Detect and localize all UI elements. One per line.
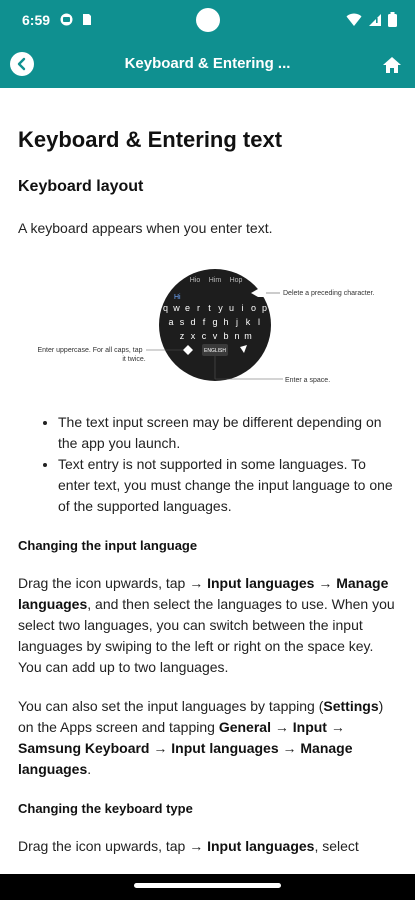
- key-d: d: [190, 317, 196, 327]
- key-l: l: [258, 317, 260, 327]
- key-n: n: [234, 331, 240, 341]
- key-p: p: [261, 303, 268, 313]
- key-q: q: [162, 303, 169, 313]
- intro-text: A keyboard appears when you enter text.: [18, 220, 273, 236]
- space-key-label: ENGLISH: [204, 348, 226, 354]
- battery-icon: [388, 12, 397, 27]
- key-s: s: [179, 317, 185, 327]
- key-e: e: [184, 303, 191, 313]
- key-u: u: [228, 303, 235, 313]
- wifi-icon: [346, 13, 362, 27]
- notification-app-icon: [60, 13, 73, 26]
- key-x: x: [190, 331, 196, 341]
- key-r: r: [197, 303, 200, 313]
- key-w: w: [173, 303, 180, 313]
- help-content[interactable]: [0, 88, 415, 874]
- watch-keyboard-illustration: [18, 261, 398, 406]
- status-bar: [0, 0, 415, 42]
- changing-type-paragraph-1: Drag the icon upwards, tap → Input languages, select: [18, 838, 359, 854]
- suggestion-1: Hio: [189, 277, 201, 284]
- subtitle-changing-keyboard-type: Changing the keyboard type: [18, 801, 193, 816]
- key-v: v: [212, 331, 218, 341]
- key-j: j: [236, 317, 238, 327]
- subtitle-changing-language: Changing the input language: [18, 538, 198, 553]
- home-indicator[interactable]: [134, 883, 281, 888]
- key-z: z: [179, 331, 185, 341]
- key-y: y: [218, 303, 223, 313]
- key-i: i: [241, 303, 244, 313]
- typed-text: Hi: [174, 294, 181, 301]
- note-item: • Text entry is not supported in some languages. To enter text, you must change the input language to one of the supported languages.: [58, 454, 397, 517]
- app-bar-title: Keyboard & Entering ...: [124, 55, 291, 72]
- key-g: g: [212, 317, 218, 327]
- key-h: h: [223, 317, 229, 327]
- status-time: 6:59: [22, 12, 51, 28]
- key-a: a: [168, 317, 174, 327]
- changing-language-paragraph-2: You can also set the input languages by tapping (Settings) on the Apps screen and tapping General → Input → Samsung Keyboard → Input languages → Manage languages.: [18, 698, 384, 777]
- key-t: t: [208, 303, 211, 313]
- page-title: Keyboard & Entering text: [18, 127, 283, 152]
- callout-delete: Delete a preceding character.: [283, 290, 375, 297]
- back-button[interactable]: [10, 52, 34, 76]
- callout-space: Enter a space.: [285, 377, 331, 384]
- status-indicators: [346, 12, 397, 27]
- system-nav-bar: [0, 874, 415, 900]
- key-k: k: [245, 317, 251, 327]
- key-f: f: [202, 317, 206, 327]
- suggestion-2: Him: [208, 277, 222, 284]
- suggestion-3: Hop: [229, 277, 243, 284]
- notes-list: [18, 412, 397, 517]
- section-title-keyboard-layout: Keyboard layout: [18, 178, 144, 195]
- callout-uppercase-1: Enter uppercase. For all caps, tap: [37, 347, 143, 354]
- home-button[interactable]: [379, 52, 405, 78]
- key-b: b: [223, 331, 229, 341]
- key-m: m: [244, 331, 252, 341]
- keyboard-figure: [18, 261, 398, 406]
- sim-card-icon: [80, 13, 93, 26]
- callout-uppercase-2: it twice.: [122, 356, 146, 363]
- home-icon: [382, 55, 402, 75]
- key-o: o: [250, 303, 257, 313]
- note-item: • The text input screen may be different depending on the app you launch.: [58, 412, 397, 454]
- chevron-left-icon: [15, 57, 29, 71]
- camera-cutout: [196, 8, 220, 32]
- app-bar: [0, 42, 415, 88]
- signal-icon: [368, 13, 382, 27]
- key-c: c: [201, 331, 207, 341]
- changing-language-paragraph-1: Drag the icon upwards, tap → Input languages → Manage languages, and then select the languages to use. When you select two languages, you can switch between the input languages by swiping to the left or right on the space key. You can add up to two languages.: [18, 575, 395, 675]
